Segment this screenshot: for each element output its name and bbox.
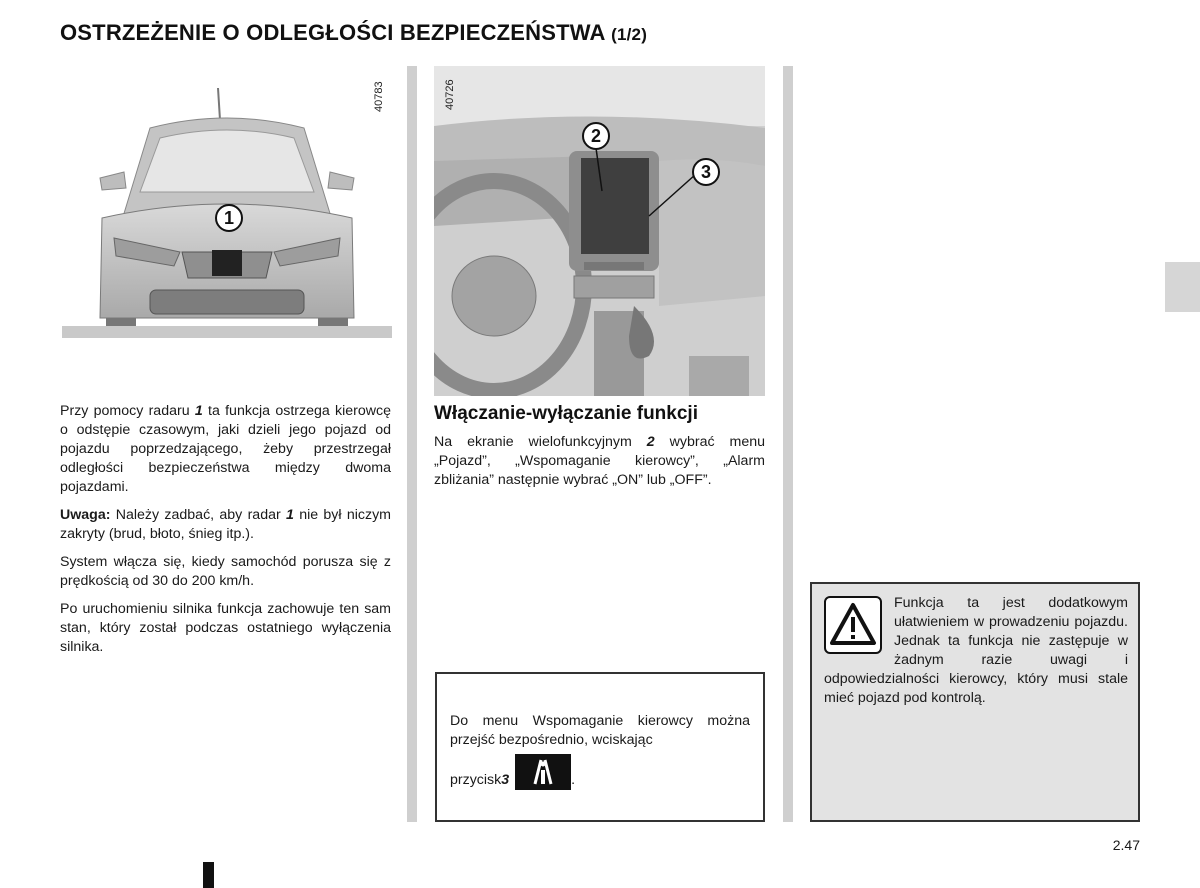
dashboard-svg bbox=[434, 66, 765, 396]
text-fragment: Na ekranie wielofunkcyjnym bbox=[434, 434, 647, 450]
paragraph-note bbox=[60, 506, 391, 544]
figure-code-dashboard: 40726 bbox=[444, 79, 456, 110]
text-fragment: przycisk bbox=[450, 772, 502, 788]
column-divider-right bbox=[783, 66, 793, 822]
text-fragment: wybrać menu „Pojazd”, „Wspomaganie kierowcy”, „Alarm zbliżania” następnie wybrać „ON” lub „OFF”. bbox=[434, 434, 765, 488]
reference-button: 3 bbox=[501, 772, 510, 788]
reference-radar: 1 bbox=[286, 507, 294, 523]
dashboard-illustration bbox=[434, 66, 765, 396]
text-fragment: . bbox=[571, 772, 576, 788]
page-number: 2.47 bbox=[1112, 837, 1140, 853]
page-title-part: (1/2) bbox=[611, 25, 648, 44]
figure-code-car: 40783 bbox=[373, 81, 385, 112]
callout-screen: 2 bbox=[582, 122, 610, 150]
reference-screen: 2 bbox=[646, 434, 655, 450]
text-fragment: nie był niczym zakryty (brud, błoto, śnieg itp.). bbox=[60, 507, 391, 542]
section-heading: Włączanie-wyłączanie funkcji bbox=[434, 403, 698, 424]
middle-column-text bbox=[434, 433, 765, 499]
page-title bbox=[60, 20, 647, 46]
shortcut-note-button-line bbox=[450, 754, 750, 790]
section-tab bbox=[1165, 262, 1200, 312]
warning-icon-spacer bbox=[824, 594, 894, 668]
paragraph-menu-path bbox=[434, 433, 765, 490]
callout-radar: 1 bbox=[215, 204, 243, 232]
shortcut-note-text bbox=[450, 712, 750, 790]
shortcut-note-box bbox=[435, 672, 765, 822]
paragraph-speed-range: System włącza się, kiedy samochód porusza się z prędkością od 30 do 200 km/h. bbox=[60, 554, 391, 589]
page-title-text: OSTRZEŻENIE O ODLEGŁOŚCI BEZPIECZEŃSTWA bbox=[60, 20, 605, 45]
note-label: Uwaga: bbox=[60, 507, 111, 523]
warning-box bbox=[810, 582, 1140, 822]
paragraph-engine-start: Po uruchomieniu silnika funkcja zachowuje ten sam stan, który został podczas ostatniego wyłączenia silnika. bbox=[60, 601, 391, 655]
car-front-illustration bbox=[62, 80, 392, 340]
binding-mark bbox=[203, 862, 214, 888]
callout-button: 3 bbox=[692, 158, 720, 186]
driving-assistance-button-icon bbox=[515, 754, 571, 790]
paragraph-radar-description bbox=[60, 402, 391, 497]
column-divider-left bbox=[407, 66, 417, 822]
shortcut-note-paragraph: Do menu Wspomaganie kierowcy można przejść bezpośrednio, wciskając bbox=[450, 713, 750, 748]
left-column-text bbox=[60, 402, 391, 666]
reference-radar: 1 bbox=[194, 403, 203, 419]
text-fragment: Należy zadbać, aby radar bbox=[110, 507, 286, 523]
text-fragment: Przy pomocy radaru bbox=[60, 403, 195, 419]
warning-text: Funkcja ta jest dodatkowym ułatwieniem w prowadzeniu pojazdu. Jednak ta funkcja nie zastępuje w żadnym razie uwagi i odpowiedzialności kierowcy, który musi stale mieć pojazd pod kontrolą. bbox=[824, 595, 1128, 706]
text-fragment: ta funkcja ostrzega kierowcę o odstępie czasowym, jaki dzieli jego pojazd od pojazdu poprzedzającego, żeby przestrzegał odległości bezpieczeństwa między dwoma pojazdami. bbox=[60, 403, 391, 495]
